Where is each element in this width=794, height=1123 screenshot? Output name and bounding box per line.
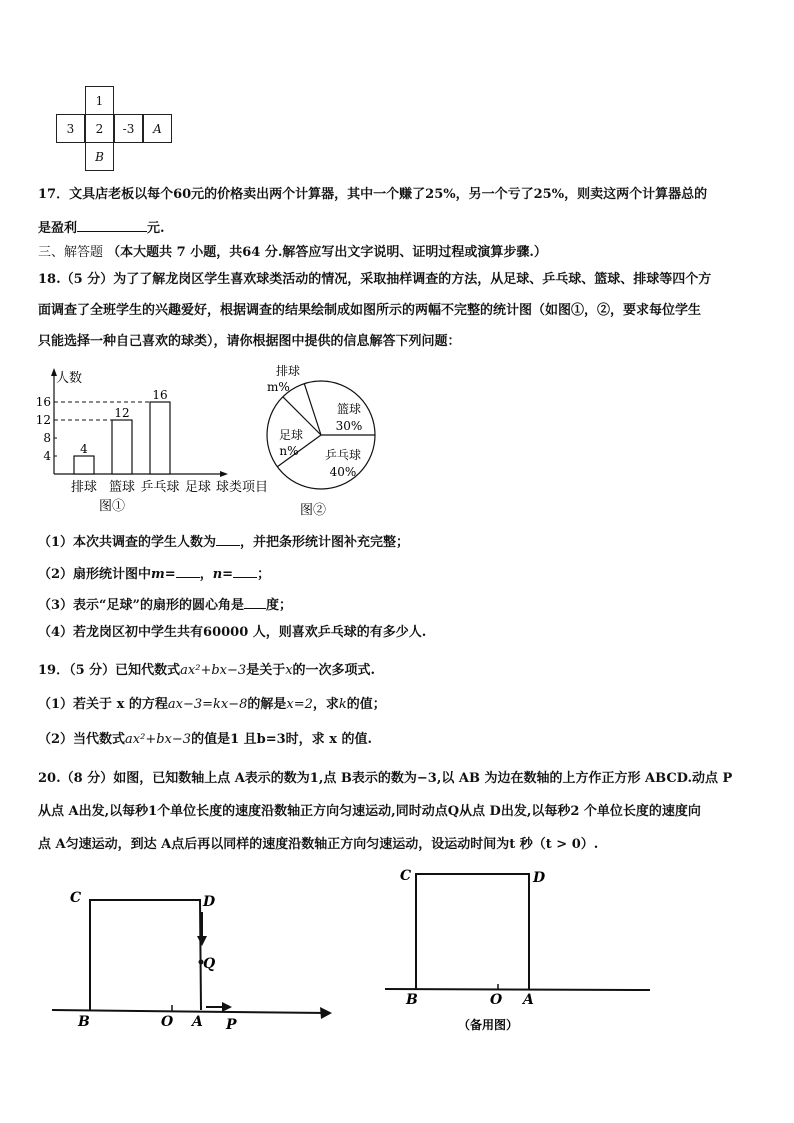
cube-net-figure	[56, 86, 176, 176]
q17-line2	[38, 217, 165, 238]
q19-sub1-sol: x=2	[286, 697, 313, 712]
label-o-2: O	[490, 992, 503, 1008]
label-d-2: D	[533, 870, 546, 886]
label-b-2: B	[406, 992, 418, 1008]
q19-line1-c: 的一次多项式.	[292, 663, 376, 678]
q17-answer-blank[interactable]	[77, 217, 147, 232]
fig2-caption: （备用图）	[458, 1018, 519, 1032]
q18-sub1	[38, 531, 409, 552]
section3-note: （本大题共 7 小题，共64 分.解答应写出文字说明、证明过程或演算步骤.）	[107, 245, 547, 260]
y-tick-label: 8	[43, 431, 51, 445]
pie-chart	[255, 362, 395, 522]
bar	[150, 402, 170, 474]
q18-sub1-text: （1）本次共调查的学生人数为	[38, 535, 217, 550]
q18-sub3-text2: 度；	[266, 598, 293, 613]
y-tick-label: 16	[35, 395, 51, 409]
q20-line3: 点 A匀速运动，到达 A点后再以同样的速度沿数轴正方向匀速运动，设运动时间为t 秒（t > 0）.	[38, 837, 599, 852]
label-c-2: C	[400, 868, 412, 884]
x-axis-label: 球类项目	[216, 480, 269, 495]
section3-title: 三、解答题	[38, 245, 104, 260]
bar-chart	[30, 362, 280, 522]
q19-sub1-c: ，求	[312, 697, 339, 712]
q19-sub2-expr: ax²+bx−3	[125, 732, 192, 747]
q18-sub2-m: m=	[151, 567, 176, 582]
slice-name: 排球	[276, 364, 301, 378]
number-axis-2	[385, 989, 650, 990]
q17-prefix: 是盈利	[38, 221, 78, 236]
category-label: 乒乓球	[140, 480, 180, 495]
q-arrow-head	[197, 936, 207, 946]
bar-data-label: 4	[80, 442, 88, 456]
net-cell-right1: -3	[114, 114, 143, 143]
axis-arrow	[320, 1007, 332, 1019]
bar	[74, 456, 94, 474]
q18-sub3-blank[interactable]	[244, 594, 266, 609]
q18-sub2-n: n=	[212, 567, 234, 582]
q18-sub2	[38, 563, 270, 584]
q19-sub2-b3: b=3	[256, 732, 286, 747]
q19-sub1	[38, 696, 386, 714]
slice-label: n%	[279, 444, 299, 458]
q20-figure-1	[40, 878, 350, 1038]
q19-sub1-expr: ax−3=kx−8	[167, 697, 248, 712]
slice-name: 足球	[278, 428, 304, 442]
net-cell-center: 2	[85, 114, 114, 143]
q19-line1-b: 是关于	[246, 663, 286, 678]
number-axis	[52, 1010, 328, 1013]
q18-line3: 只能选择一种自己喜欢的球类），请你根据图中提供的信息解答下列问题：	[38, 334, 461, 349]
slice-label: 40%	[329, 465, 357, 479]
q18-sub2-sep: ，	[199, 567, 213, 582]
label-c: C	[70, 890, 82, 906]
label-o: O	[161, 1014, 174, 1030]
q18-line2: 面调查了全班学生的兴趣爱好，根据调查的结果绘制成如图所示的两幅不完整的统计图（如图①，②，要求每位学生	[38, 303, 702, 318]
q18-sub2-end: ；	[257, 567, 271, 582]
y-tick-label: 4	[43, 449, 51, 463]
q18-sub2-n-blank[interactable]	[233, 563, 257, 578]
q18-sub4: （4）若龙岗区初中学生共有60000 人，则喜欢乒乓球的有多少人.	[38, 625, 427, 640]
q17-line1: 17．文具店老板以每个60元的价格卖出两个计算器，其中一个赚了25%，另一个亏了25%，则卖这两个计算器总的	[38, 187, 708, 202]
q19-expr: ax²+bx−3	[180, 663, 247, 678]
label-d: D	[203, 894, 216, 910]
chart-title: 图①	[98, 499, 126, 514]
q18-sub2-m-blank[interactable]	[176, 563, 200, 578]
q19-line1-a: 19．（5 分）已知代数式	[38, 663, 181, 678]
label-q: Q	[203, 956, 216, 972]
q19-sub2-a: （2）当代数式	[38, 732, 126, 747]
q20-line1: 20.（8 分）如图，已知数轴上点 A表示的数为1,点 B表示的数为−3,以 AB 为边在数轴的上方作正方形 ABCD.动点 P	[38, 771, 733, 786]
net-cell-top: 1	[85, 86, 114, 115]
q18-sub2-text: （2）扇形统计图中	[38, 567, 152, 582]
q20-line2: 从点 A出发,以每秒1个单位长度的速度沿数轴正方向匀速运动,同时动点Q从点 D出发,以每秒2 个单位长度的速度向	[38, 804, 701, 819]
slice-name: 乒乓球	[324, 448, 362, 462]
net-cell-left: 3	[56, 114, 85, 143]
slice-label: 30%	[335, 419, 363, 433]
q19-sub1-d: 的值；	[346, 697, 386, 712]
category-label: 排球	[70, 480, 98, 495]
bar	[112, 420, 132, 474]
q18-sub3-text: （3）表示“足球”的扇形的圆心角是	[38, 598, 245, 613]
q19-sub2-c: 时，求 x 的值.	[285, 732, 373, 747]
bar-data-label: 12	[114, 406, 130, 420]
net-cell-right2: A	[143, 114, 172, 143]
q19-sub1-b: 的解是	[247, 697, 287, 712]
label-a: A	[192, 1014, 203, 1030]
q19-sub2	[38, 731, 372, 749]
category-label: 篮球	[108, 480, 136, 495]
q18-sub1-blank[interactable]	[216, 531, 240, 546]
chart-title: 图②	[299, 503, 327, 518]
q19-line1	[38, 662, 375, 680]
y-axis-label: 人数	[56, 371, 83, 386]
q20-figure-2	[380, 858, 660, 1038]
square-abcd	[90, 900, 201, 1010]
slice-name: 篮球	[336, 402, 362, 416]
q19-x: x	[285, 663, 293, 678]
label-a-2: A	[523, 992, 534, 1008]
q18-line1: 18.（5 分）为了了解龙岗区学生喜欢球类活动的情况，采取抽样调查的方法，从足球、乒乓球、篮球、排球等四个方	[38, 272, 712, 287]
slice-label: m%	[267, 380, 290, 394]
label-b: B	[78, 1014, 90, 1030]
square-abcd-2	[416, 874, 529, 989]
q19-sub1-k: k	[338, 697, 347, 712]
category-label: 足球	[184, 480, 212, 495]
q18-sub1-text2: ，并把条形统计图补充完整；	[240, 535, 410, 550]
y-tick-label: 12	[35, 413, 51, 427]
p-arrow-head	[222, 1002, 232, 1012]
q19-sub1-a: （1）若关于 x 的方程	[38, 697, 168, 712]
net-cell-bottom: B	[85, 142, 114, 171]
x-axis-arrow	[220, 471, 228, 477]
q17-suffix: 元.	[147, 221, 165, 236]
label-p: P	[226, 1017, 237, 1033]
q19-sub2-b: 的值是1 且	[191, 732, 257, 747]
q18-sub3	[38, 594, 292, 615]
section3-heading	[38, 244, 547, 262]
bar-data-label: 16	[152, 388, 168, 402]
